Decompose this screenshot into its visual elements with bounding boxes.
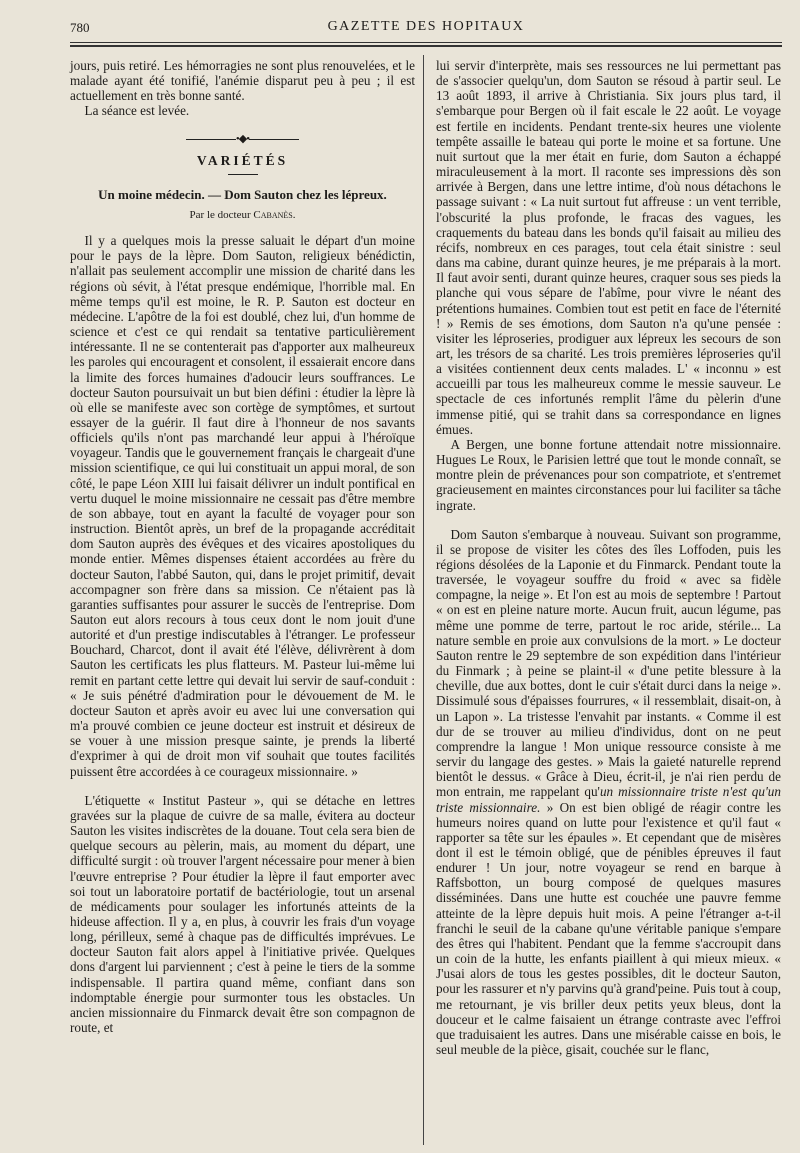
left-column [70,58,415,1035]
byline-author: Cabanès. [253,208,296,221]
paragraph: jours, puis retiré. Les hémorragies ne sont plus renouvelées, et le malade ayant été tonifié, l'anémie disparut peu à peu ; il est actuellement en très bonne santé. [70,58,415,104]
article-title: Un moine médecin. — Dom Sauton chez les lépreux. [98,186,387,202]
header-rule-thin [70,42,782,43]
paragraph: L'étiquette « Institut Pasteur », qui se détache en lettres gravées sur la plaque de cuivre de sa malle, évitera au docteur Sauton les visites indiscrètes de la douane. Tout cela sera bien de quelque secours au pèlerin, mais, au moment du départ, une difficulté surgit : où trouver l'argent nécessaire pour mener à bien l'œuvre entreprise ? Pour étudier la lèpre il faut emporter avec soi tout un laboratoire portatif de bactériologie, tout un arsenal de médicaments pour soulager les infortunés atteints de la hideuse affection. Il y a, en plus, à couvrir les frais d'un voyage long, périlleux, semé à chaque pas de difficultés imprévues. Le docteur Sauton fait alors appel à l'initiative privée. Quelques dons d'argent lui parviennent ; c'est à peine le tiers de la somme indispensable. Il partira quand même, confiant dans son indomptable énergie pour surmonter tous les obstacles. Un ancien missionnaire du Finmarck devait être son compagnon de route, et [70,792,415,1036]
section-rule [228,174,258,175]
byline [70,208,415,223]
paragraph: La séance est levée. [84,103,190,119]
italic-quote: un missionnaire triste n'est qu'un triste missionnaire. [436,784,781,815]
page-header [70,18,782,40]
column-divider [423,55,424,1145]
right-column [436,58,781,1057]
page-number: 780 [70,20,90,35]
section-title: VARIÉTÉS [196,152,289,168]
running-title: GAZETTE DES HOPITAUX [327,19,525,34]
paragraph [436,527,781,1057]
paragraph: lui servir d'interprète, mais ses ressources ne lui permettant pas de s'associer quelqu'un, dom Sauton se résoud à partir seul. Le 13 août 1893, il arrive à Christiania. Six jours plus tard, il s'embarque pour Bergen où il fait escale le 22 août. Le voyage est fertile en incidents. Pendant trente-six heures une violente tempête assaille le bateau qui porte le moine et sa fortune. Une nuit surtout que la mer était en furie, dom Sauton a échappé miraculeusement à la mort. Il raconte ses impressions dès son arrivée à Bergen, dans une lettre intime, d'où nous détachons le passage suivant : « La nuit surtout fut affreuse : un vent terrible, l'obscurité la plus profonde, le fracas des vagues, les craquements du bateau dans les bonds qu'il faisait au milieu des récifs, nombreux en ces parages, tout cela était sinistre : seul dans ma cabine, durant quinze heures, je me préparais à la mort. Il faut avoir senti, durant quinze heures, craquer sous ses pieds la planche qui vous sépare de l'abîme, pour vivre le néant des prétentions humaines. Combien tout est petit en face de l'éternité ! » Remis de ses émotions, dom Sauton n'a qu'une pensée : visiter les léproseries, prodiguer aux lépreux les secours de son art, les trésors de sa charité. Les trois premières léproseries qu'il a visitées contiennent deux cents malades. L' « inconnu » est accueilli par tous les malheureux comme le messie sauveur. Le spectacle de ces infortunés remplit l'âme du pèlerin d'une immense pitié, qui se trahit dans sa correspondance en lignes émues. [436,58,781,437]
paragraph-text: Dom Sauton s'embarque à nouveau. Suivant son programme, il se propose de visiter les côtes des îles Loffoden, puis les régions désolées de la Laponie et du Finmarck. Pendant toute la traversée, le voyageur souffre du froid « avec sa fidèle compagne, la neige ». Et l'on est au mois de septembre ! Partout « on est en pleine nature morte. Aucun fruit, aucun légume, pas même une pomme de terre, partout le roc aride, stérile... La nature semble en proie aux convulsions de la mort. » Le docteur Sauton rentre le 29 septembre de son expédition dans l'intérieur du Finmark ; à peine se plaint-il « d'une petite blessure à la cheville, due aux bottes, dont le cuir s'était durci dans la neige ». Dissimulé sous d'épaisses fourrures, « il ressemblait, disait-on, à un Lapon ». La tristesse l'envahit par instants. « Comme il est dur de se trouver au milieu d'individus, dont on ne peut comprendre la langue ! Mon unique ressource consiste à me servir du langage des gestes. » Mais la gaieté naturelle reprend bientôt le dessus. « Grâce à Dieu, écrit-il, je n'ai rien perdu de mon entrain, me rappelant qu' [436,526,781,800]
header-rule-thick [70,45,782,47]
paragraph: Il y a quelques mois la presse saluait le départ d'un moine pour le pays de la lèpre. Dom Sauton, religieux bénédictin, n'allait pas seulement accomplir une mission de charité dans les régions où sévit, à l'état presque endémique, l'horrible mal. En même temps qu'il est moine, le R. P. Sauton est docteur en médecine. L'apôtre de la foi est doublé, chez lui, d'un homme de science et c'est ce qui rendait sa tentative particulièrement intéressante. Il ne se contenterait pas d'apporter aux malheureux les paroles qui encouragent et consolent, il essaierait encore dans la limite des forces humaines d'adoucir leurs souffrances. Le docteur Sauton poursuivait un but bien défini : étudier la lèpre là où elle se manifeste avec son cortège de symptômes, et surtout essayer de la guérir. Il faut dire à l'honneur de nos savants officiels qu'ils n'ont pas marchandé leur appui à l'héroïque voyageur. Tandis que le gouvernement français le chargeait d'une mission scientifique, ce qui lui constituait un appui moral, de son côté, le pape Léon XIII lui faisait délivrer un indult pontifical en vertu duquel le moine missionnaire ne cessait pas d'être membre de son abbaye, tout en ayant la faculté de voyager pour son instruction. Bientôt après, un bref de la propagande accréditait dom Sauton auprès des évêques et des vicaires apostoliques du monde entier. Mêmes dispenses étaient accordées au frère du docteur Sauton, l'abbé Sauton, qui, dans le projet primitif, devait accompagner son frère dans sa mission. Ce n'étaient pas là garanties suffisantes pour assurer le succès de l'entreprise. Dom Sauton eut alors recours à tous ceux dont le nom jouit d'une autorité et d'un prestige indiscutables à l'étranger. Le professeur Bouchard, Charcot, dont il avait été l'élève, délivrèrent à dom Sauton les certificats les plus flatteurs. M. Pasteur lui-même lui remit en partant cette lettre qui devait lui servir de sauf-conduit : « Je suis pénétré d'admiration pour le dévouement de M. le docteur Sauton et après avoir eu avec lui une conversation qui m'a prouvé combien ce jeune docteur est instruit et désireux de se vouer à une mission presque sainte, je prends la liberté d'exprimer à qui de droit mon vif souhait que toutes facilités puissent être accordées à ce courageux missionnaire. » [70,233,415,779]
section-ornament: •◆• [70,133,415,145]
byline-prefix: Par le docteur [189,208,251,221]
paragraph-text: » On est bien obligé de réagir contre les humeurs noires quand on lutte pour l'existence et qu'il faut « rapporter sa tête sur les épaules ». Et cependant que de misères dont il est le témoin obligé, que de pénibles épreuves il faut endurer ! Un jour, notre voyageur se rend en barque à Raffsbotton, un bourg composé de quelques masures disséminées. Dans une hutte est couchée une pauvre femme atteinte de la lèpre depuis huit mois. A peine l'étranger a-t-il franchi le seuil de la cabane qu'une véritable panique s'empare des êtres qui l'habitent. Pendant que la femme s'accroupit dans un coin de la hutte, les enfants piaillent à qui mieux mieux. « J'usai alors de tous les gestes possibles, dit le docteur Sauton, pour les rassurer et n'y parvins qu'à grand'peine. Puis tout à coup, me retournant, je vis briller deux petits yeux bleus, dont la douceur et le calme faisaient un étrange contraste avec l'effroi que traduisaient les autres. Dans une misérable caisse en bois, le seul meuble de la pièce, gisait, couchée sur le flanc, [436,799,781,1057]
paragraph: A Bergen, une bonne fortune attendait notre missionnaire. Hugues Le Roux, le Parisien lettré que tout le monde connaît, se montre plein de prévenances pour son compatriote, et s'entremet gracieusement en maintes circonstances pour lui faciliter sa tâche ingrate. [436,436,781,513]
